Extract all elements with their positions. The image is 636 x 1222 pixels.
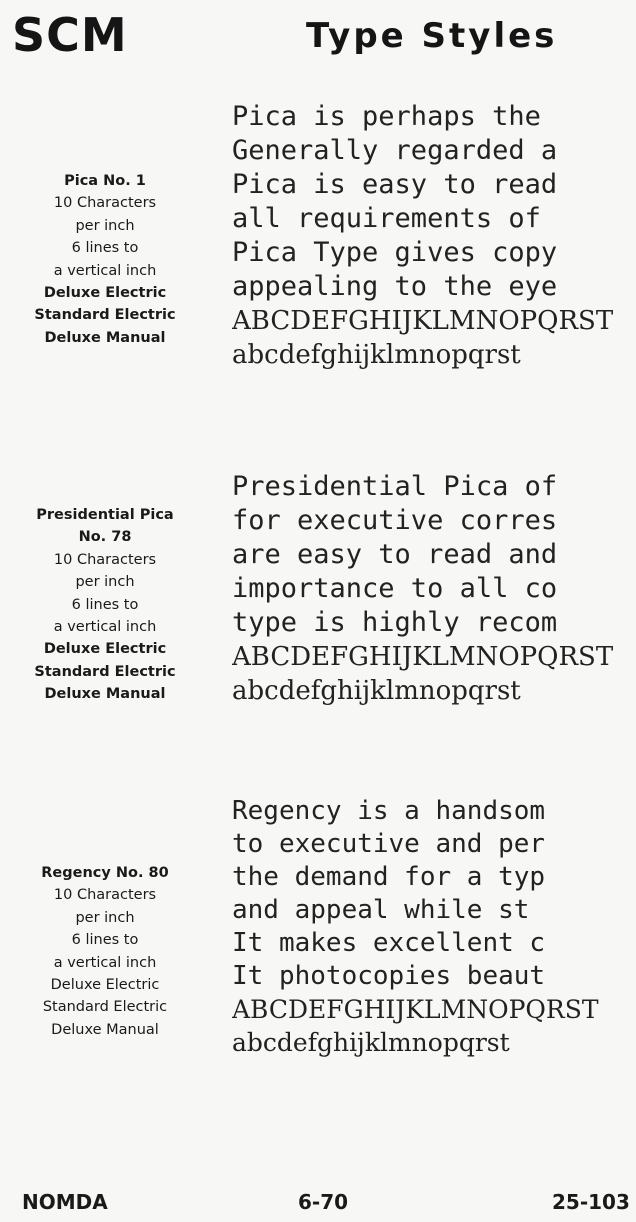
model-line: Deluxe Electric [43,285,167,302]
sample-line: It makes excellent c [232,928,546,958]
type-sample [232,795,616,1059]
type-name: Presidential Pica [36,507,174,523]
sample-line: are easy to read and [232,539,558,570]
spec-line: per inch [75,574,135,591]
sample-line: for executive corres [232,505,558,536]
uppercase-alphabet: ABCDEFGHIJKLMNOPQRST [232,642,614,672]
spec-line: 6 lines to [71,240,139,257]
sample-line: Regency is a handsom [232,796,546,826]
sample-line: Pica is easy to read [232,169,558,200]
specimen-label [20,862,190,1041]
sample-line: Pica is perhaps the [232,101,541,132]
spec-line: 10 Characters [53,195,157,212]
type-number: No. 78 [78,529,132,546]
sample-line: to executive and per [232,829,546,859]
uppercase-alphabet: ABCDEFGHIJKLMNOPQRST [232,995,599,1024]
sample-line: It photocopies beaut [232,961,546,991]
sample-line: Presidential Pica of [232,471,558,502]
lowercase-alphabet: abcdefghijklmnopqrst [232,1028,510,1057]
sample-line: and appeal while st [232,895,530,925]
lowercase-alphabet: abcdefghijklmnopqrst [232,676,521,706]
model-line: Deluxe Manual [51,1021,159,1038]
model-line: Deluxe Electric [50,977,160,994]
model-line: Deluxe Manual [44,329,166,346]
spec-line: 6 lines to [71,932,139,949]
sample-line: type is highly recom [232,607,558,638]
spec-line: per inch [75,217,135,234]
footer-date: 6-70 [298,1190,349,1214]
model-line: Standard Electric [34,663,176,680]
sample-line: Generally regarded a [232,135,558,166]
model-line: Deluxe Electric [43,641,167,658]
type-name: Pica No. 1 [64,173,146,189]
footer-publisher: NOMDA [22,1190,108,1214]
lowercase-alphabet: abcdefghijklmnopqrst [232,340,521,370]
spec-line: 10 Characters [53,887,157,904]
spec-line: per inch [75,909,135,926]
spec-line: 6 lines to [71,596,139,613]
brand-logo: SCM [12,8,128,62]
sample-line: Pica Type gives copy [232,237,558,268]
footer-page-number: 25-103 [552,1190,630,1214]
spec-line: a vertical inch [53,954,157,971]
page-title: Type Styles [306,16,558,56]
model-line: Standard Electric [42,999,168,1016]
specimen-label [20,504,190,706]
sample-line: importance to all co [232,573,558,604]
model-line: Standard Electric [34,307,176,324]
spec-line: a vertical inch [53,619,157,636]
uppercase-alphabet: ABCDEFGHIJKLMNOPQRST [232,306,614,336]
type-name: Regency No. 80 [41,865,169,881]
sample-line: all requirements of [232,203,541,234]
spec-line: a vertical inch [53,262,157,279]
type-sample [232,470,616,708]
sample-line: the demand for a typ [232,862,546,892]
model-line: Deluxe Manual [44,686,166,703]
specimen-label [20,170,190,349]
sample-line: appealing to the eye [232,271,558,302]
type-sample [232,100,616,372]
spec-line: 10 Characters [53,551,157,568]
